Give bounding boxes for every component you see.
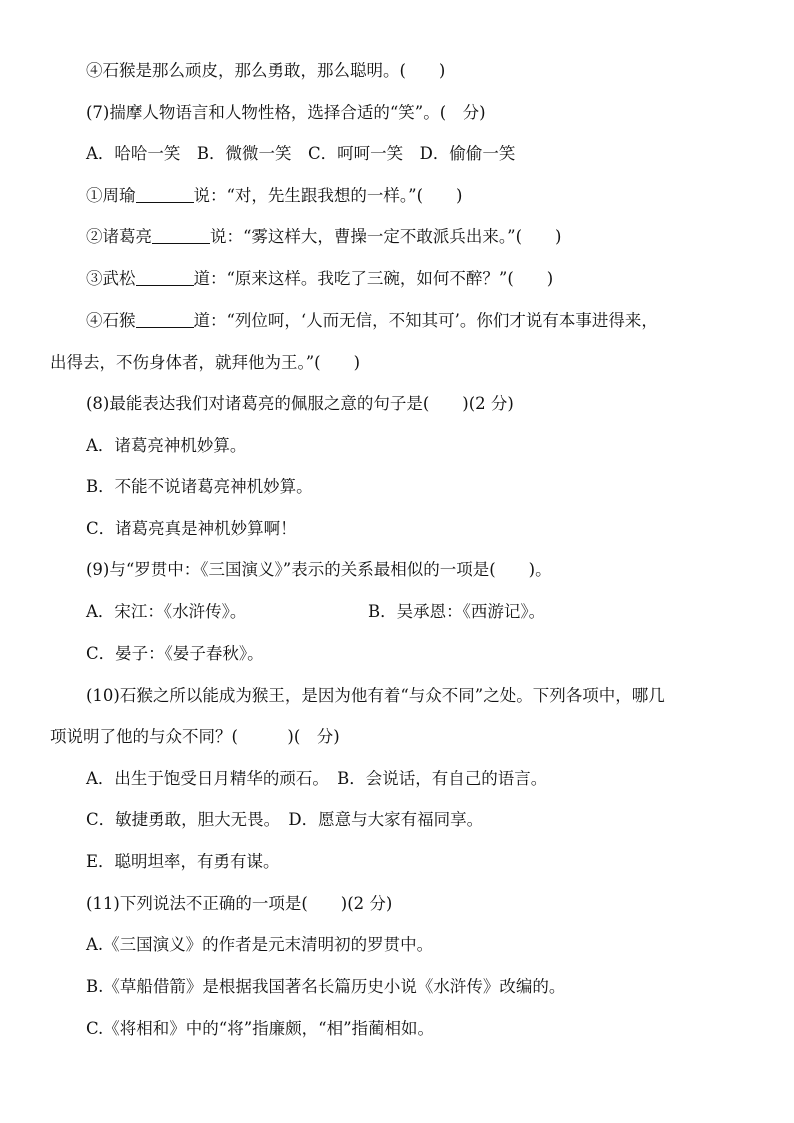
question-9-stem: (9)与“罗贯中：《三国演义》”表示的关系最相似的一项是( )。 bbox=[86, 560, 552, 579]
item-1-speaker: ①周瑜 bbox=[86, 186, 136, 205]
answer-blank bbox=[136, 311, 194, 328]
question-10-option-e: E．聪明坦率，有勇有谋。 bbox=[86, 852, 280, 871]
question-8-option-a: A．诸葛亮神机妙算。 bbox=[86, 436, 247, 455]
question-7-item-2 bbox=[86, 226, 754, 248]
item-3-quote: 道：“原来这样。我吃了三碗，如何不醉？”( ) bbox=[193, 269, 554, 288]
question-6-item-4: ④石猴是那么顽皮，那么勇敢，那么聪明。( ) bbox=[86, 61, 446, 80]
question-8-option-b: B．不能不说诸葛亮神机妙算。 bbox=[86, 477, 313, 496]
question-7-item-1 bbox=[86, 185, 754, 207]
question-10-options-cd: C．敏捷勇敢，胆大无畏。 D．愿意与大家有福同享。 bbox=[86, 810, 484, 829]
question-10-stem-continued: 项说明了他的与众不同？( )( 分) bbox=[50, 727, 340, 746]
question-9-option-b: B．吴承恩：《西游记》。 bbox=[368, 602, 546, 621]
answer-blank bbox=[152, 227, 210, 244]
question-7-item-4 bbox=[86, 310, 754, 332]
question-7-stem: (7)揣摩人物语言和人物性格，选择合适的“笑”。( 分) bbox=[86, 103, 486, 122]
question-11-option-b: B.《草船借箭》是根据我国著名长篇历史小说《水浒传》改编的。 bbox=[86, 977, 566, 996]
answer-blank bbox=[136, 186, 194, 203]
item-1-quote: 说：“对，先生跟我想的一样。”( ) bbox=[193, 186, 463, 205]
question-9-option-c: C．晏子：《晏子春秋》。 bbox=[86, 644, 264, 663]
question-7-item-4-continued: 出得去，不伤身体者，就拜他为王。”( ) bbox=[50, 353, 361, 372]
question-11-option-c: C.《将相和》中的“将”指廉颇，“相”指蔺相如。 bbox=[86, 1019, 435, 1038]
question-11-option-a: A.《三国演义》的作者是元末清明初的罗贯中。 bbox=[86, 935, 434, 954]
item-4-speaker: ④石猴 bbox=[86, 311, 136, 330]
question-10-options-ab: A．出生于饱受日月精华的顽石。 B．会说话，有自己的语言。 bbox=[86, 769, 548, 788]
question-9-options-ab bbox=[86, 601, 754, 623]
question-7-options: A．哈哈一笑 B．微微一笑 C．呵呵一笑 D．偷偷一笑 bbox=[86, 144, 516, 163]
question-8-stem: (8)最能表达我们对诸葛亮的佩服之意的句子是( )(2 分) bbox=[86, 394, 514, 413]
question-7-item-3 bbox=[86, 268, 754, 290]
question-10-stem: (10)石猴之所以能成为猴王，是因为他有着“与众不同”之处。下列各项中，哪几 bbox=[86, 686, 665, 705]
item-4-quote: 道：“列位呵，‘人而无信，不知其可’。你们才说有本事进得来， bbox=[193, 311, 658, 330]
item-3-speaker: ③武松 bbox=[86, 269, 136, 288]
item-2-quote: 说：“雾这样大，曹操一定不敢派兵出来。”( ) bbox=[210, 227, 562, 246]
question-8-option-c: C．诸葛亮真是神机妙算啊！ bbox=[86, 519, 297, 538]
item-2-speaker: ②诸葛亮 bbox=[86, 227, 152, 246]
question-9-option-a: A．宋江：《水浒传》。 bbox=[86, 602, 247, 621]
answer-blank bbox=[136, 269, 194, 286]
question-11-stem: (11)下列说法不正确的一项是( )(2 分) bbox=[86, 894, 393, 913]
